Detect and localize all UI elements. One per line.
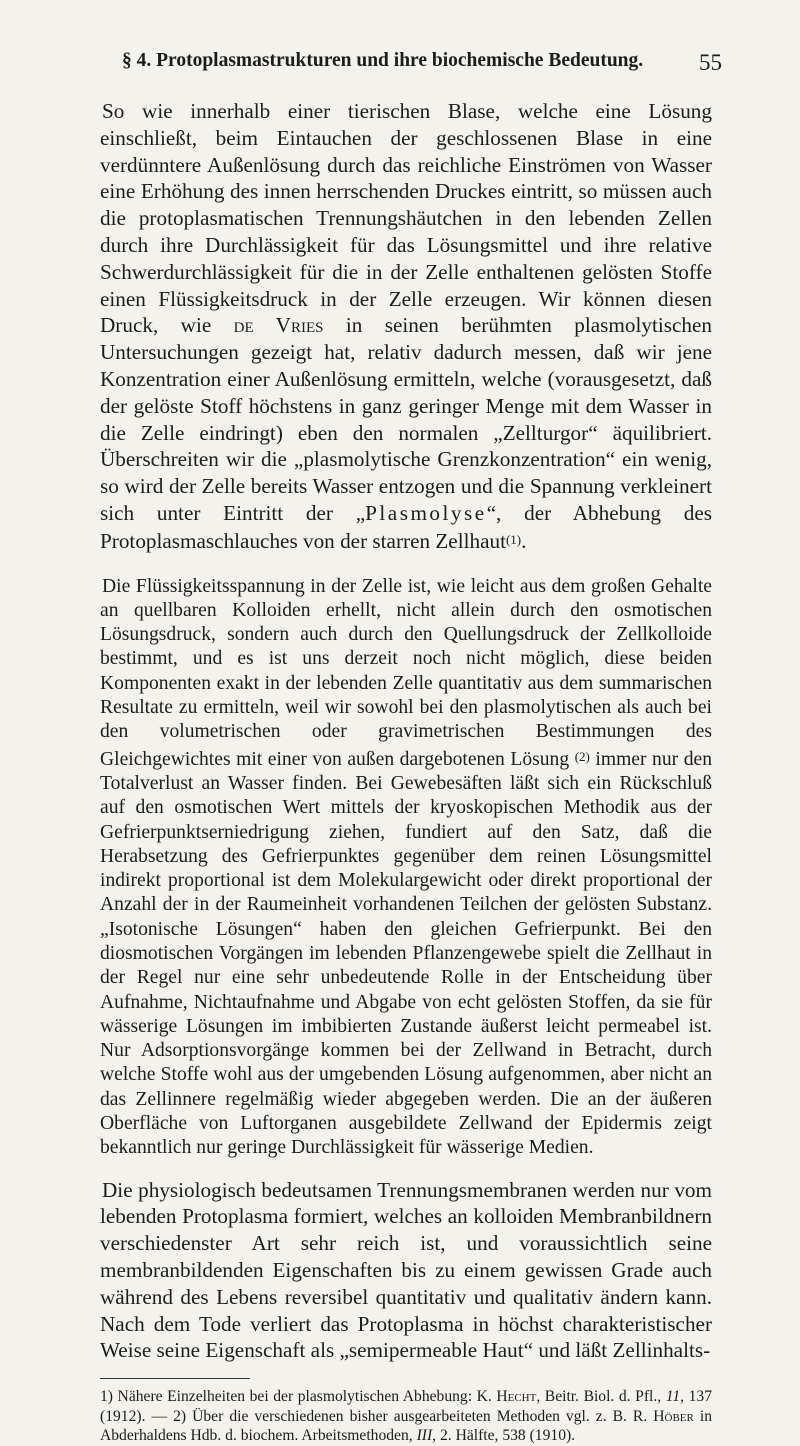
footnote-2-text-b: in Abderhaldens Hdb. d. biochem. Arbeitsmethoden, (100, 1407, 713, 1445)
paragraph-2-text-a: Die Flüssigkeitsspannung in der Zelle ist, wie leicht aus dem großen Gehalte an quellbaren Kolloiden erhellt, nicht allein durch den osmotischen Lösungsdruck, sondern auch durch den Quellungsdruck der Zellkolloide bestimmt, und es ist uns derzeit noch nicht möglich, diese beiden Komponenten exakt in der lebenden Zelle quantitativ aus dem summarischen Resultate zu ermitteln, weil wir sowohl bei den plasmolytischen als auch bei den volumetrischen oder gravimetrischen Bestimmungen des Gleichgewichtes mit einer von außen dargebotenen Lösung (100, 575, 712, 770)
footnote-divider (100, 1378, 250, 1379)
running-title: § 4. Protoplasmastrukturen und ihre biochemische Bedeutung. (122, 50, 644, 71)
footnote-2-volume: III (416, 1427, 433, 1445)
main-text (100, 98, 712, 1446)
paragraph-2-text-b: immer nur den Totalverlust an Wasser finden. Bei Gewebesäften läßt sich ein Rückschluß auf den osmotischen Wert mittels der kryoskopischen Methodik aus der Gefrierpunktserniedrigung ziehen, fundiert auf den Satz, daß die Herabsetzung des Gefrierpunktes gegenüber dem reinen Lösungsmittel indirekt proportional ist dem Molekulargewicht oder direkt proportional der Anzahl der in der Raumeinheit vorhandenen Teilchen der gelösten Substanz. „Isotonische Lösungen“ haben den gleichen Gefrierpunkt. Bei den diosmotischen Vorgängen im lebenden Pflanzengewebe spielt die Zellhaut in der Regel nur eine sehr unbedeutende Rolle in der Entscheidung über Aufnahme, Nichtaufnahme und Abgabe von echt gelösten Stoffen, da sie für wässerige Lösungen im imbibierten Zustande äußerst leicht permeabel ist. Nur Adsorptionsvorgänge kommen bei der Zellwand in Betracht, durch welche Stoffe wohl aus der umgebenden Lösung aufgenommen, aber nicht an das Zellinnere regelmäßig wieder abgegeben werden. Die an der äußeren Oberfläche von Luftorganen ausgebildete Zellwand der Epidermis zeigt bekanntlich nur geringe Durchlässigkeit für wässerige Medien. (100, 748, 712, 1159)
footnote-reference-2[interactable]: (2) (574, 748, 590, 764)
paragraph-1 (100, 98, 712, 555)
footnote-2-text-a: Über die verschiedenen bisher ausgearbeiteten Methoden vgl. z. B. R. (186, 1407, 654, 1425)
footnote-2-text-c: , 2. Hälfte, 538 (1910). (432, 1427, 576, 1445)
page-number: 55 (699, 50, 722, 75)
paragraph-2 (100, 575, 712, 1161)
footnote-reference-1[interactable]: (1) (505, 531, 522, 547)
running-header (100, 50, 722, 80)
footnote-1-text-c: , 137 (1912). — (100, 1388, 712, 1425)
footnote-marker-2: 2) (173, 1407, 187, 1425)
footnote-1-volume: 11 (665, 1388, 681, 1406)
footnote-2-author: Höber (653, 1407, 694, 1425)
footnote-marker-1: 1) (100, 1388, 113, 1406)
footnote-1-text-b: , Beitr. Biol. d. Pfl., (536, 1388, 666, 1406)
footnotes (100, 1387, 712, 1446)
emphasized-term: Plasmolyse (365, 500, 487, 525)
footnote-1-text-a: Nähere Einzelheiten bei der plasmolytischen Abhebung: K. (113, 1388, 497, 1406)
paragraph-1-text-d: . (521, 528, 527, 553)
footnote-block (100, 1387, 712, 1446)
paragraph-1-text-a: So wie innerhalb einer tierischen Blase, welche eine Lösung einschließt, beim Eintauchen der geschlossenen Blase in eine verdünntere Außenlösung durch das reichliche Einströmen von Wasser eine Erhöhung des innen herrschenden Druckes eintritt, so müssen auch die protoplasmatischen Trennungshäutchen in den lebenden Zellen durch ihre Durchlässigkeit für das Lösungsmittel und ihre relative Schwerdurchlässigkeit für die in der Zelle enthaltenen gelösten Stoffe einen Flüssigkeitsdruck in der Zelle erzeugen. Wir können diesen Druck, wie (100, 99, 712, 338)
footnote-1-author: Hecht (496, 1388, 537, 1406)
paragraph-1-text-c: “, der Abhebung des Protoplasmaschlauches von der starren Zellhaut (100, 500, 712, 553)
author-name: de Vries (233, 313, 324, 338)
paragraph-3: Die physiologisch bedeutsamen Trennungsmembranen werden nur vom lebenden Protoplasma formiert, welches an kolloiden Membranbildnern verschiedenster Art sehr reich ist, und voraussichtlich seine membranbildenden Eigenschaften bis zu einem gewissen Grade auch während des Lebens reversibel quantitativ und qualitativ ändern kann. Nach dem Tode verliert das Protoplasma in höchst charakteristischer Weise seine Eigenschaft als „semipermeable Haut“ und läßt Zellinhalts- (100, 1177, 712, 1363)
paragraph-1-text-b: in seinen berühmten plasmolytischen Untersuchungen gezeigt hat, relativ dadurch messen, daß wir jene Konzentration einer Außenlösung ermitteln, welche (vorausgesetzt, daß der gelöste Stoff höchstens in ganz geringer Menge mit dem Wasser in die Zelle eindringt) eben den normalen „Zellturgor“ äquilibriert. Überschreiten wir die „plasmolytische Grenzkonzentration“ ein wenig, so wird der Zelle bereits Wasser entzogen und die Spannung verkleinert sich unter Eintritt der „ (100, 313, 712, 525)
